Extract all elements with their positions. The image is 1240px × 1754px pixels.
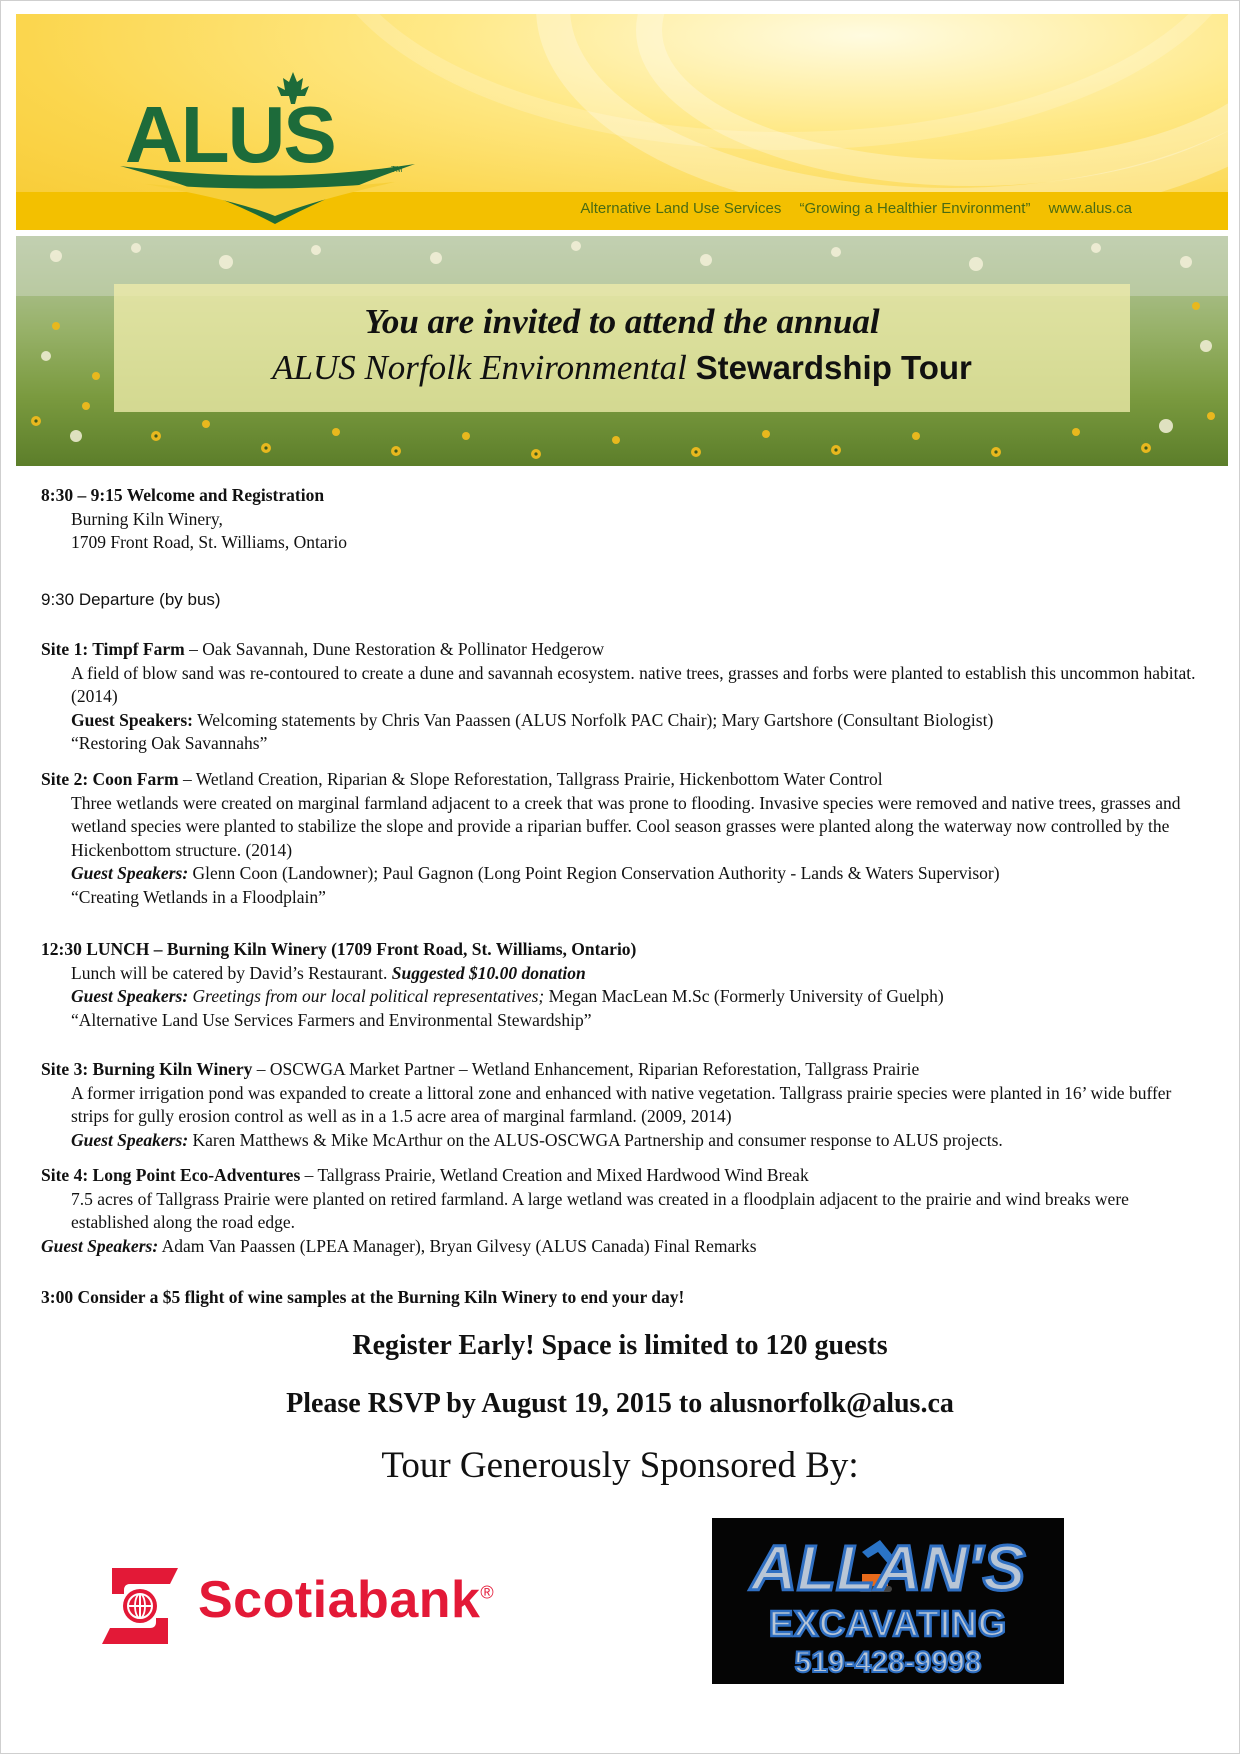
site2-block: [41, 768, 1211, 909]
invitation-line-1: You are invited to attend the annual: [364, 302, 880, 341]
registered-mark: ®: [480, 1582, 495, 1603]
site1-talk: “Restoring Oak Savannahs”: [71, 733, 268, 753]
lunch-speakers-label: Guest Speakers:: [71, 986, 189, 1006]
welcome-venue: Burning Kiln Winery,: [71, 508, 223, 529]
lunch-talk: “Alternative Land Use Services Farmers and Environmental Stewardship”: [71, 1009, 592, 1030]
site3-features: – OSCWGA Market Partner – Wetland Enhancement, Riparian Reforestation, Tallgrass Prairie: [252, 1059, 920, 1079]
rsvp-line: Please RSVP by August 19, 2015 to alusnorfolk@alus.ca: [286, 1388, 954, 1419]
trademark: TM: [391, 165, 403, 174]
website: www.alus.ca: [1048, 200, 1132, 217]
site3-block: [41, 1058, 1211, 1152]
departure-label: Departure: [78, 590, 155, 609]
header-tagline: [566, 200, 1132, 217]
site2-talk: “Creating Wetlands in a Floodplain”: [71, 886, 326, 907]
allans-logo-graphic: [712, 1518, 1064, 1684]
logo-text: ALUS: [125, 90, 335, 179]
site3-speakers-label: Guest Speakers:: [71, 1129, 189, 1150]
site3-description: A former irrigation pond was expanded to create a littoral zone and enhanced with native vegetation. Tallgrass prairie species were planted in 16’ wide buffer strips for gully erosion control as well as in a 1.5 acre area of marginal farmland. (2009, 2014): [71, 1082, 1172, 1126]
site1-speakers: Welcoming statements by Chris Van Paassen (ALUS Norfolk PAC Chair); Mary Gartshore (Consultant Biologist): [193, 709, 994, 730]
allans-excavating: EXCAVATING: [768, 1603, 1008, 1644]
site4-speakers: Adam Van Paassen (LPEA Manager), Bryan Gilvesy (ALUS Canada) Final Remarks: [158, 1235, 757, 1256]
departure-note: (by bus): [159, 590, 221, 609]
lunch-catering: Lunch will be catered by David’s Restaurant.: [71, 962, 392, 983]
invitation-line-2: [114, 348, 1130, 388]
meadow-photo-banner: [16, 236, 1228, 466]
allans-phone: 519-428-9998: [794, 1646, 982, 1679]
site2-features: – Wetland Creation, Riparian & Slope Reforestation, Tallgrass Prairie, Hickenbottom Water Control: [178, 769, 883, 789]
allans-excavating-logo: [712, 1518, 1064, 1684]
site1-features: – Oak Savannah, Dune Restoration & Pollinator Hedgerow: [184, 639, 605, 659]
site2-speakers-label: Guest Speakers:: [71, 863, 189, 883]
site4-title: Site 4: Long Point Eco-Adventures: [41, 1165, 301, 1185]
site4-block: [41, 1164, 1211, 1258]
welcome-heading: 8:30 – 9:15 Welcome and Registration: [41, 485, 325, 505]
site2-speakers: Glenn Coon (Landowner); Paul Gagnon (Long Point Region Conservation Authority - Lands & Waters Supervisor): [188, 863, 1000, 883]
lunch-block: [41, 938, 1211, 1032]
lunch-donation: Suggested $10.00 donation: [391, 962, 586, 983]
register-early: Register Early! Space is limited to 120 guests: [352, 1330, 888, 1361]
alus-logo: [115, 66, 435, 236]
lunch-heading: 12:30 LUNCH – Burning Kiln Winery (1709 Front Road, St. Williams, Ontario): [41, 939, 637, 959]
tour-name-part-1: ALUS Norfolk Environmental: [272, 348, 687, 387]
scotiabank-s-icon: [100, 1564, 180, 1648]
site1-speakers-label: Guest Speakers:: [71, 709, 194, 730]
site2-description: Three wetlands were created on marginal farmland adjacent to a creek that was prone to flooding. Invasive species were removed and native trees, grasses and wetland species were planted to stabilize the slope and provide a riparian buffer. Cool season grasses were planted along the waterway now controlled by the Hickenbottom structure. (2014): [71, 792, 1181, 860]
slogan: “Growing a Healthier Environment”: [799, 200, 1031, 217]
service-name: Alternative Land Use Services: [580, 200, 782, 217]
site3-title: Site 3: Burning Kiln Winery: [41, 1059, 253, 1079]
site1-description: A field of blow sand was re-contoured to create a dune and savannah ecosystem. native trees, grasses and forbs were planted to establish this uncommon habitat. (2014): [71, 662, 1196, 706]
site2-title: Site 2: Coon Farm: [41, 769, 179, 789]
site4-features: – Tallgrass Prairie, Wetland Creation and Mixed Hardwood Wind Break: [300, 1165, 809, 1185]
site1-block: [41, 638, 1211, 756]
tour-name-part-2: Stewardship Tour: [695, 349, 972, 386]
site3-speakers: Karen Matthews & Mike McArthur on the ALUS-OSCWGA Partnership and consumer response to ALUS projects.: [188, 1129, 1003, 1150]
site4-speakers-label: Guest Speakers:: [41, 1235, 159, 1256]
closing-note: 3:00 Consider a $5 flight of wine samples at the Burning Kiln Winery to end your day!: [41, 1287, 685, 1307]
site4-description: 7.5 acres of Tallgrass Prairie were planted on retired farmland. A large wetland was created in a floodplain adjacent to the prairie and wind breaks were established along the road edge.: [71, 1188, 1129, 1232]
welcome-address: 1709 Front Road, St. Williams, Ontario: [71, 532, 348, 552]
lunch-speakers: Megan MacLean M.Sc (Formerly University of Guelph): [544, 986, 944, 1006]
scotiabank-logo: [100, 1560, 570, 1650]
site1-title: Site 1: Timpf Farm: [41, 639, 185, 659]
departure-time: 9:30: [41, 590, 75, 609]
allans-name: ALLAN'S: [750, 1532, 1026, 1604]
departure-block: [41, 588, 1211, 612]
welcome-block: [41, 484, 1211, 555]
invitation-box: [114, 284, 1130, 412]
scotiabank-wordmark: Scotiabank®: [198, 1571, 495, 1629]
sponsor-heading: Tour Generously Sponsored By:: [381, 1445, 859, 1486]
lunch-greetings: Greetings from our local political representatives;: [188, 986, 545, 1006]
